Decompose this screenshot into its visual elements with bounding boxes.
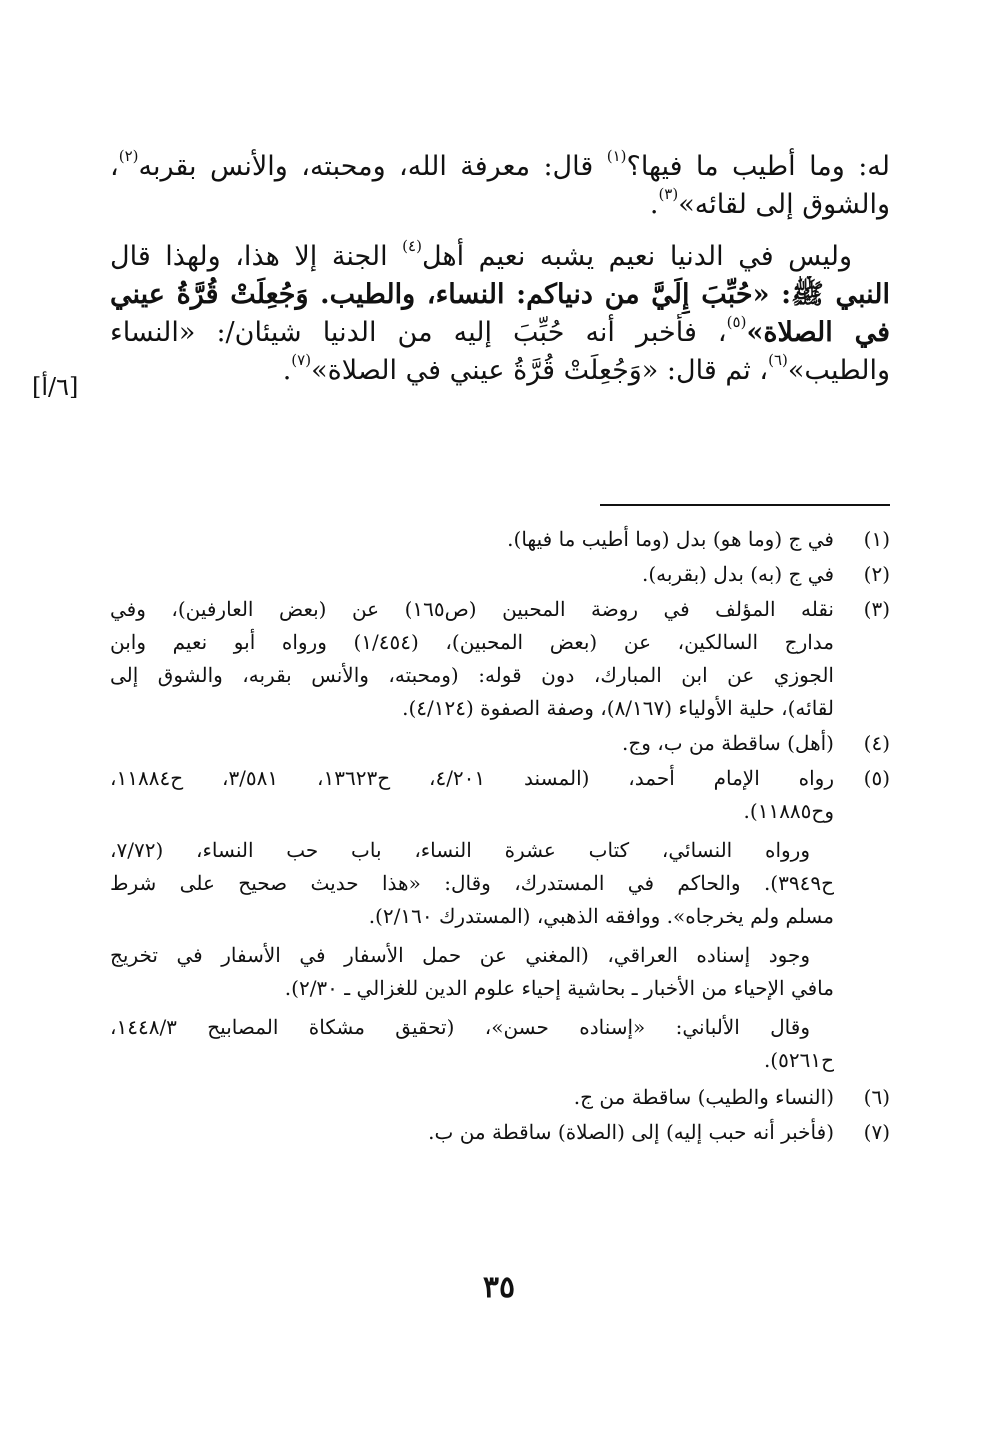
- main-line-3: وليس في الدنيا نعيم يشبه نعيم أهل$^{(٤)}$ الجنة إلا هذا، ولهذا قال: [110, 238, 852, 272]
- footnote-text: في ج (به) بدل (بقربه).: [641, 562, 834, 586]
- page-number: ٣٥: [482, 1270, 516, 1305]
- footnote-line: ح٥٢٦١).: [763, 1048, 834, 1072]
- footnote-line: مسلم ولم يخرجاه». ووافقه الذهبي، (المستدرك ٢/١٦٠).: [368, 904, 834, 928]
- footnote-line: وح١١٨٨٥).: [743, 799, 834, 823]
- main-text: [110, 148, 890, 390]
- footnote-line: رواه الإمام أحمد، (المسند ٤/٢٠١، ح١٣٦٢٣، ٣/٥٨١، ح١١٨٨٤،: [110, 766, 834, 790]
- footnote-separator: [600, 504, 890, 506]
- footnote-number: (٥): [863, 766, 890, 790]
- footnote-number: (٤): [863, 731, 890, 755]
- footnote-line: مافي الإحياء من الأخبار ـ بحاشية إحياء علوم الدين للغزالي ـ ٢/٣٠).: [284, 976, 834, 1000]
- footnote-6: [110, 1081, 890, 1114]
- footnote-number: (٣): [863, 597, 890, 621]
- main-line-6: والطيب»$^{(٦)}$، ثم قال: «وَجُعِلَتْ قُرَّةُ عيني في الصلاة»$^{(٧)}$.: [282, 352, 890, 386]
- footnote-line: مدارج السالكين، عن (بعض المحبين)، (١/٤٥٤) ورواه أبو نعيم وابن: [110, 630, 834, 654]
- footnote-5-paragraph: [110, 939, 890, 1005]
- manuscript-folio-marker: [٦/أ]: [32, 373, 79, 401]
- footnote-3: [110, 593, 890, 725]
- main-line-4: النبي ﷺ: «حُبِّبَ إِلَيَّ من دنياكم: النساء، والطيب. وَجُعِلَتْ قُرَّةُ عيني: [110, 279, 890, 310]
- footnote-2: [110, 558, 890, 591]
- footnote-7: [110, 1116, 890, 1149]
- footnote-line: نقله المؤلف في روضة المحبين (ص١٦٥) عن (بعض العارفين)، وفي: [110, 597, 834, 621]
- footnote-number: (٦): [863, 1085, 890, 1109]
- footnote-text: (فأخبر أنه حبب إليه) إلى (الصلاة) ساقطة من ب.: [428, 1120, 834, 1144]
- footnote-line: ح٣٩٤٩). والحاكم في المستدرك، وقال: «هذا حديث صحيح على شرط: [110, 871, 834, 895]
- footnote-number: (٧): [863, 1120, 890, 1144]
- footnote-5: [110, 762, 890, 828]
- main-line-2: والشوق إلى لقائه»$^{(٣)}$.: [649, 186, 890, 220]
- footnote-text: (النساء والطيب) ساقطة من ج.: [573, 1085, 834, 1109]
- footnote-text: (أهل) ساقطة من ب، وج.: [622, 731, 834, 755]
- footnote-line: الجوزي عن ابن المبارك، دون قوله: (ومحبته، والأنس بقربه، والشوق إلى: [110, 663, 834, 687]
- footnote-line: وجود إسناده العراقي، (المغني عن حمل الأسفار في الأسفار في تخريج: [110, 943, 810, 967]
- footnote-line: لقائه)، حلية الأولياء (٨/١٦٧)، وصفة الصفوة (٤/١٢٤).: [402, 696, 834, 720]
- main-line-5: في الصلاة»$^{(٥)}$، فأخبر أنه حُبِّبَ إليه من الدنيا شيئان/: «النساء: [110, 314, 890, 348]
- footnotes: [110, 523, 890, 1151]
- footnote-4: [110, 727, 890, 760]
- footnote-5-paragraph: [110, 834, 890, 933]
- footnote-line: ورواه النسائي، كتاب عشرة النساء، باب حب النساء، (٧/٧٢،: [110, 838, 810, 862]
- footnote-number: (١): [863, 527, 890, 551]
- footnote-5-paragraph: [110, 1011, 890, 1077]
- footnote-number: (٢): [863, 562, 890, 586]
- footnote-1: [110, 523, 890, 556]
- main-line-1: له: وما أطيب ما فيها؟$^{(١)}$ قال: معرفة الله، ومحبته، والأنس بقربه$^{(٢)}$،: [110, 148, 890, 182]
- footnote-line: وقال الألباني: «إسناده حسن»، (تحقيق مشكاة المصابيح ١٤٤٨/٣،: [110, 1015, 810, 1039]
- footnote-text: في ج (وما هو) بدل (وما أطيب ما فيها).: [507, 527, 834, 551]
